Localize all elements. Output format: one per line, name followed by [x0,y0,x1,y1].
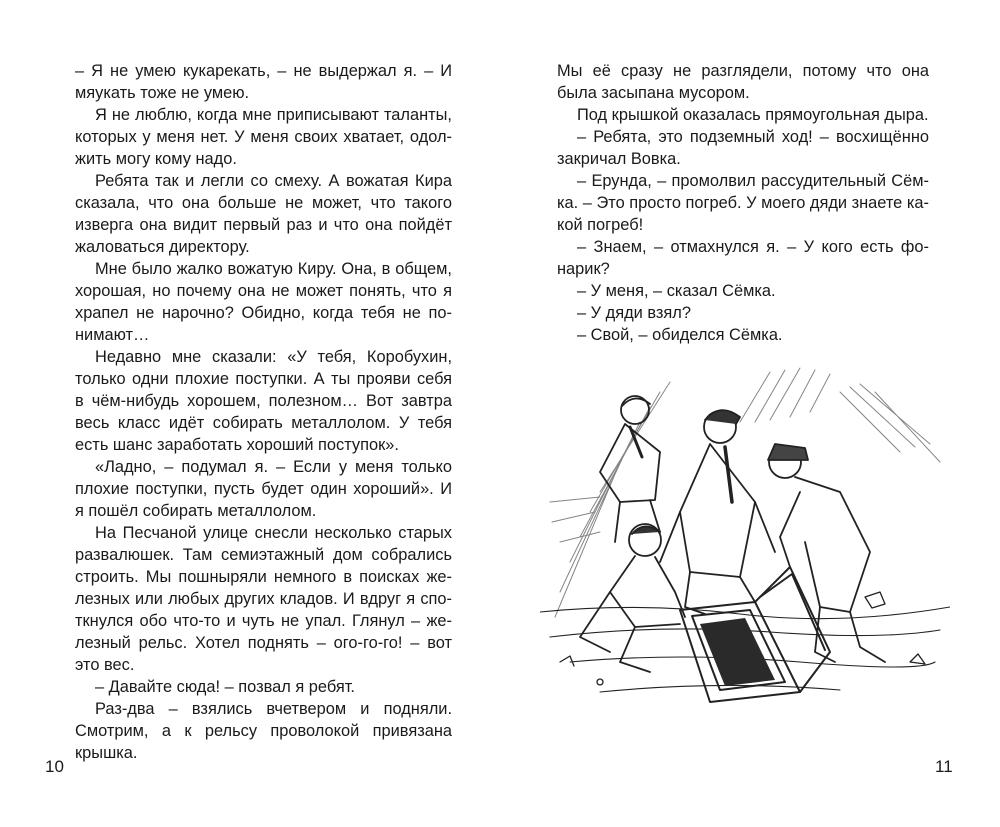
page-number-right: 11 [935,757,953,776]
paragraph: – Ерунда, – промолвил рассудительный Сёмка. – Это просто погреб. У моего дяди знаете какой погреб! [557,172,929,234]
paragraph: – Знаем, – отмахнулся я. – У кого есть фонарик? [557,238,929,278]
paragraph: Недавно мне сказали: «У тебя, Коробухин, только одни плохие поступки. А ты прояви себя в чём-нибудь хорошем, полезном… Вот завтра весь класс идёт собирать металлолом. У тебя есть шанс заработать хороший поступок». [75,348,452,454]
paragraph: – У дяди взял? [577,304,691,322]
paragraph: Мне было жалко вожатую Киру. Она, в общем, хорошая, но почему она не может понять, что я храпел не нарочно? Обидно, когда тебя не понимают… [75,260,452,344]
paragraph: «Ладно, – подумал я. – Если у меня только плохие поступки, пусть будет один хороший». И я пошёл собирать металлолом. [75,458,452,520]
paragraph: – Я не умею кукарекать, – не выдержал я. – И мяукать тоже не умею. [75,62,452,102]
paragraph: – Давайте сюда! – позвал я ребят. [95,678,355,696]
paragraph: Мы её сразу не разглядели, потому что она была засыпана мусором. [557,62,929,102]
left-page [75,60,452,764]
paragraph: Под крышкой оказалась прямоугольная дыра. [577,106,929,124]
paragraph: Ребята так и легли со смеху. А вожатая Кира сказала, что она больше не может, что такого изверга она видит первый раз и что она пойдёт жаловаться директору. [75,172,452,256]
paragraph: Раз-два – взялись вчетвером и подняли. Смотрим, а к рельсу проволокой привязана крышка. [75,700,452,762]
paragraph: Я не люблю, когда мне приписывают таланты, которых у меня нет. У меня своих хватает, одолжить могу кому надо. [75,106,452,168]
paragraph: – Свой, – обиделся Сёмка. [577,326,783,344]
right-page [557,60,929,346]
paragraph: – У меня, – сказал Сёмка. [577,282,776,300]
paragraph: На Песчаной улице снесли несколько старых развалюшек. Там семиэтажный дом собрались строить. Мы пошныряли немного в поисках железных или любых других кладов. И вдруг я споткнулся обо что-то и чуть не упал. Глянул – железный рельс. Хотел поднять – ого-го-го! – вот это вес. [75,524,452,674]
illustration-boys-finding-hatch [540,362,950,740]
page-number-left: 10 [45,757,64,776]
paragraph: – Ребята, это подземный ход! – восхищённо закричал Вовка. [557,128,929,168]
